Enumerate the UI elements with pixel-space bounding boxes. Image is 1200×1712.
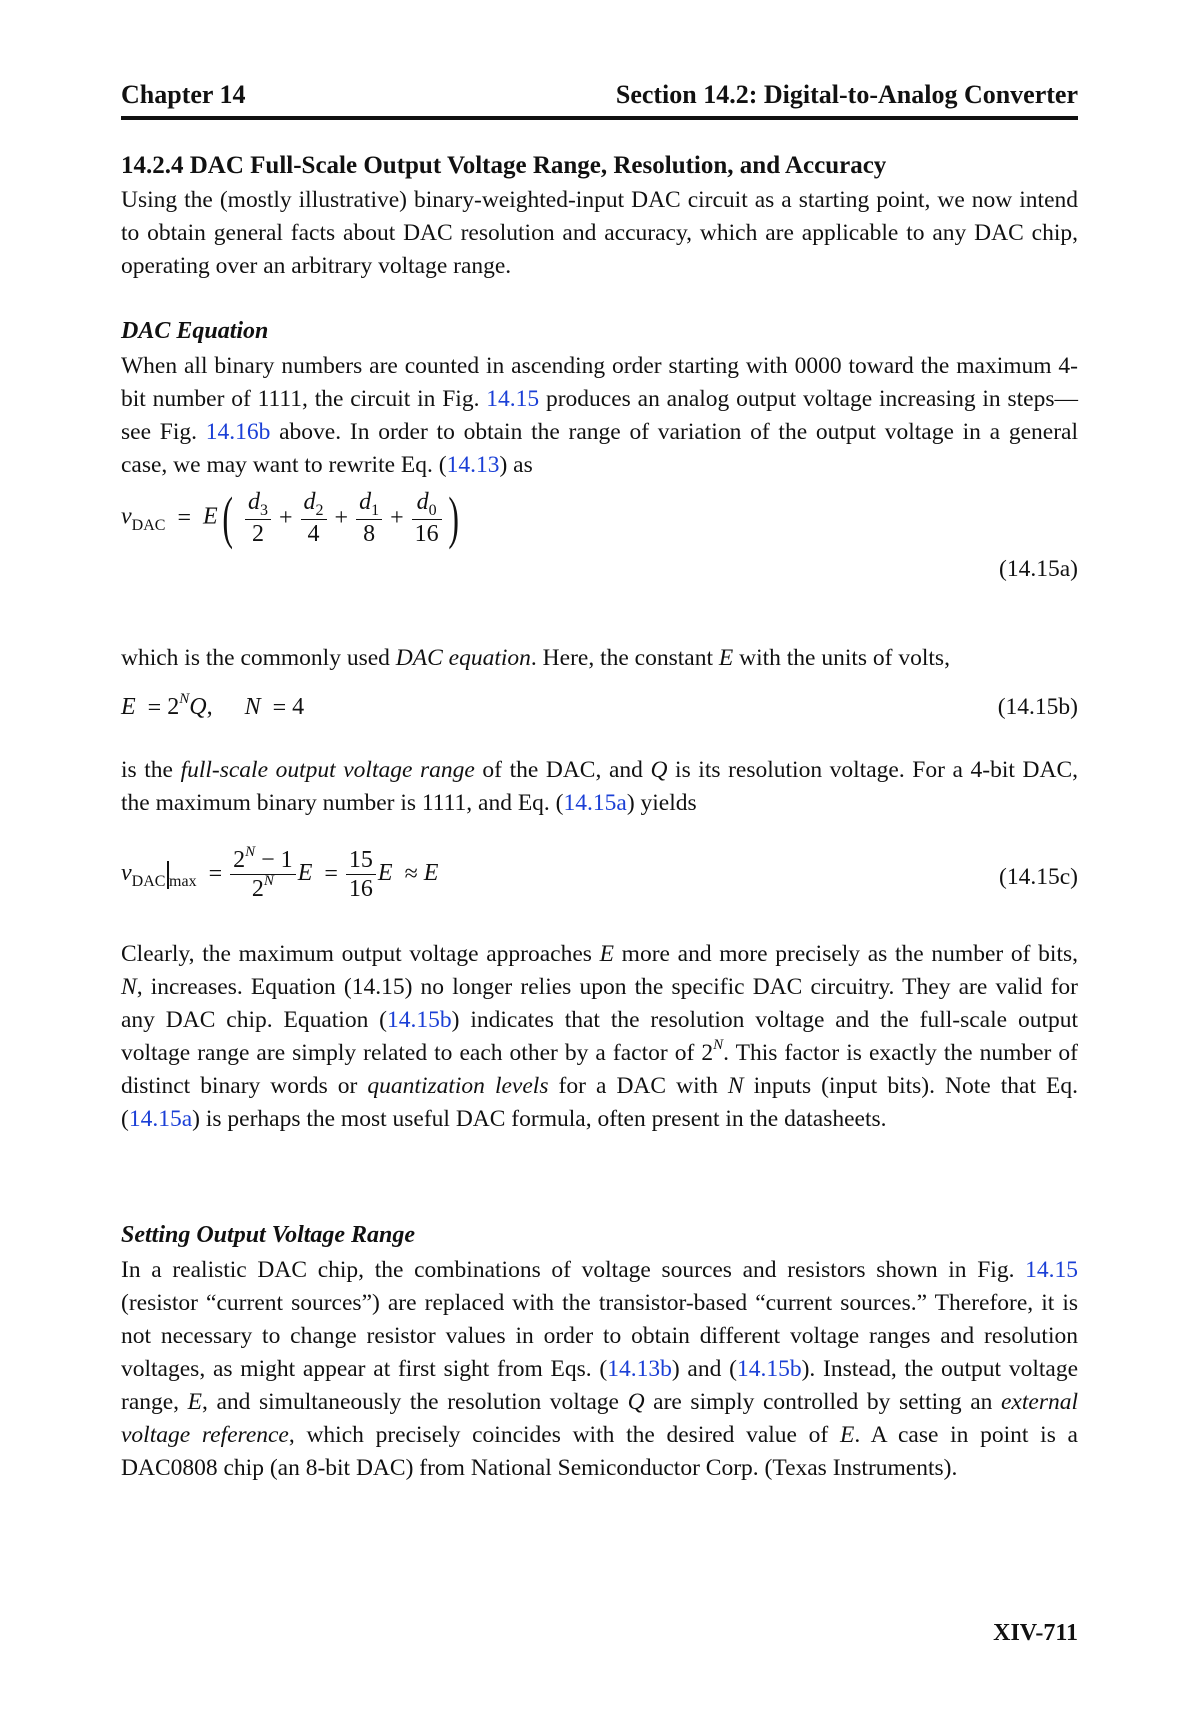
- paragraph-2: [121, 642, 1078, 675]
- eq-c-E: E: [297, 860, 313, 887]
- paragraph-3: [121, 754, 1078, 820]
- eq-c-max: max: [169, 873, 197, 891]
- eq-a-close-paren: ): [447, 485, 459, 550]
- eq-a-lhs: v: [121, 503, 132, 530]
- p4-text-5: . This factor is exactly the number of distinct binary words or: [121, 1040, 1078, 1099]
- equation-14-15a: [121, 485, 463, 550]
- eq-link-14-15a[interactable]: 14.15a: [563, 790, 627, 816]
- p5-text-8: . A case in point is a DAC0808 chip (an 8-bit DAC) from National Semiconductor Corp. (Texas Instruments).: [121, 1422, 1078, 1481]
- eq-c-fraction-2: $\frac{15}{16}$: [346, 846, 376, 903]
- section-heading: 14.2.4 DAC Full-Scale Output Voltage Range, Resolution, and Accuracy: [121, 152, 887, 179]
- p5-text-3: ) and (: [671, 1356, 737, 1382]
- p4-text-4: ) indicates that the resolution voltage and the full-scale output voltage range are simply related to each other by a factor of 2: [121, 1007, 1078, 1066]
- equation-number-14-15a: (14.15a): [999, 556, 1078, 582]
- p5-text-5: , and simultaneously the resolution voltage: [202, 1389, 628, 1415]
- paragraph-5: [121, 1254, 1078, 1485]
- section-label: Section 14.2: Digital-to-Analog Converter: [615, 80, 1078, 109]
- p1-text-2: produces an analog output voltage increasing in steps—see Fig.: [121, 386, 1078, 445]
- equation-number-14-15b: (14.15b): [997, 694, 1078, 720]
- eq-b-comma: ,: [206, 694, 213, 720]
- p1-text-1: When all binary numbers are counted in ascending order starting with 0000 toward the maximum 4-bit number of 1111, the circuit in Fig.: [121, 353, 1078, 412]
- paragraph-1: [121, 350, 1078, 482]
- eq-b-Q: Q: [189, 694, 207, 720]
- quantization-levels-term: quantization levels: [367, 1073, 549, 1099]
- p5-text-6: are simply controlled by setting an: [644, 1389, 1001, 1415]
- p5-E: E: [187, 1389, 203, 1415]
- eq-link-14-13b[interactable]: 14.13b: [607, 1356, 672, 1382]
- eq-c-E-2: E: [377, 860, 393, 887]
- eq-a-term-3: $\frac{d_1}{8}$: [356, 488, 382, 548]
- intro-paragraph: [121, 184, 1078, 283]
- eq-link-14-15b[interactable]: 14.15b: [387, 1007, 452, 1033]
- p3-text-3: is its resolution voltage. For a 4-bit DAC, the maximum binary number is 1111, and Eq. (: [121, 757, 1078, 816]
- p5-text-2: (resistor “current sources”) are replaced with the transistor-based “current sources.” Therefore, it is not necessary to change resistor values in order to obtain different voltage ranges and resolution voltages, as might appear at first sight from Eqs. (: [121, 1290, 1078, 1382]
- eq-link-14-13[interactable]: 14.13: [446, 452, 500, 478]
- eq-c-equals-2: =: [324, 861, 338, 887]
- eq-a-term-1: $\frac{d_3}{2}$: [245, 488, 271, 548]
- eq-b-N: N: [244, 694, 261, 720]
- p3-text-2: of the DAC, and: [474, 757, 651, 783]
- eq-b-equals-2: =: [272, 694, 287, 721]
- dac-equation-term: DAC equation: [395, 645, 531, 671]
- paragraph-4: [121, 938, 1078, 1136]
- eq-b-base: 2: [167, 694, 180, 720]
- p4-N-2: N: [727, 1073, 744, 1099]
- eq-c-approx: ≈: [404, 861, 418, 887]
- eq-a-plus-2: +: [334, 504, 349, 531]
- eq-b-E: E: [121, 694, 136, 720]
- equation-number-14-15c: (14.15c): [999, 864, 1078, 890]
- p4-text-3: , increases. Equation (14.15) no longer relies upon the specific DAC circuitry. They are valid for any DAC chip. Equation (: [121, 974, 1078, 1033]
- eq-link-14-15b-2[interactable]: 14.15b: [736, 1356, 802, 1382]
- eq-a-plus-3: +: [390, 504, 404, 531]
- setting-range-heading: Setting Output Voltage Range: [121, 1222, 416, 1248]
- eq-link-14-15a-2[interactable]: 14.15a: [128, 1106, 193, 1132]
- external-reference-term: external voltage reference: [121, 1389, 1078, 1448]
- p5-E-2: E: [839, 1422, 855, 1448]
- eq-c-E-3: E: [423, 860, 439, 887]
- p2-text-1: which is the commonly used: [121, 645, 396, 671]
- p4-text-6: for a DAC with: [548, 1073, 728, 1099]
- eq-a-plus-1: +: [278, 504, 293, 531]
- p4-E: E: [599, 941, 614, 967]
- p2-text-3: with the units of volts,: [733, 645, 950, 671]
- eq-a-term-2: $\frac{d_2}{4}$: [301, 488, 327, 548]
- page-header: [121, 80, 1078, 120]
- p5-text-7: , which precisely coincides with the desired value of: [288, 1422, 840, 1448]
- p4-text-7: inputs (input bits). Note that Eq. (: [121, 1073, 1079, 1132]
- equation-14-15b: [121, 691, 305, 722]
- full-scale-term: full-scale output voltage range: [180, 757, 475, 783]
- fig-link-14-15-2[interactable]: 14.15: [1025, 1257, 1078, 1283]
- p2-E: E: [718, 645, 734, 671]
- eq-b-value: 4: [292, 694, 305, 720]
- page-number: XIV-711: [993, 1620, 1078, 1646]
- equation-14-15c: [121, 846, 438, 903]
- p2-text-2: . Here, the constant: [530, 645, 719, 671]
- p4-text-1: Clearly, the maximum output voltage approaches: [121, 941, 600, 967]
- eq-c-equals: =: [208, 861, 223, 887]
- p3-text-4: ) yields: [626, 790, 697, 816]
- eq-c-fraction-1: $\frac{2^N - 1}{2^N}$: [230, 846, 296, 903]
- eq-c-lhs-sub: DAC: [131, 873, 166, 891]
- eq-a-open-paren: (: [222, 485, 233, 550]
- eq-a-E: E: [202, 503, 218, 530]
- dac-equation-heading: DAC Equation: [121, 318, 269, 344]
- p4-text-8: ) is perhaps the most useful DAC formula, often present in the datasheets.: [192, 1106, 887, 1132]
- p5-text-4: ). Instead, the output voltage range,: [121, 1356, 1078, 1415]
- eq-b-equals: =: [147, 694, 162, 721]
- p1-text-3: above. In order to obtain the range of variation of the output voltage in a general case, we may want to rewrite Eq. (: [121, 419, 1078, 478]
- intro-text: Using the (mostly illustrative) binary-weighted-input DAC circuit as a starting point, we now intend to obtain general facts about DAC resolution and accuracy, which are applicable to any DAC chip, operating over an arbitrary voltage range.: [121, 187, 1078, 279]
- chapter-label: Chapter 14: [121, 80, 246, 109]
- p5-text-1: In a realistic DAC chip, the combinations of voltage sources and resistors shown in Fig.: [121, 1257, 1026, 1283]
- fig-link-14-16b[interactable]: 14.16b: [205, 419, 271, 445]
- eq-b-sup: N: [179, 691, 190, 707]
- eq-a-term-4: $\frac{d_0}{16}$: [412, 488, 442, 548]
- eq-a-equals: =: [177, 504, 191, 531]
- p3-Q: Q: [650, 757, 668, 783]
- p4-N: N: [121, 974, 137, 1000]
- p3-text-1: is the: [121, 757, 181, 783]
- fig-link-14-15[interactable]: 14.15: [486, 386, 540, 412]
- eq-a-lhs-sub: DAC: [131, 516, 166, 534]
- p1-text-4: ) as: [499, 452, 533, 478]
- p4-text-2: more and more precisely as the number of bits,: [613, 941, 1078, 967]
- eq-c-lhs: v: [121, 860, 132, 887]
- p5-Q: Q: [627, 1389, 645, 1415]
- p4-sup-N: N: [713, 1037, 724, 1054]
